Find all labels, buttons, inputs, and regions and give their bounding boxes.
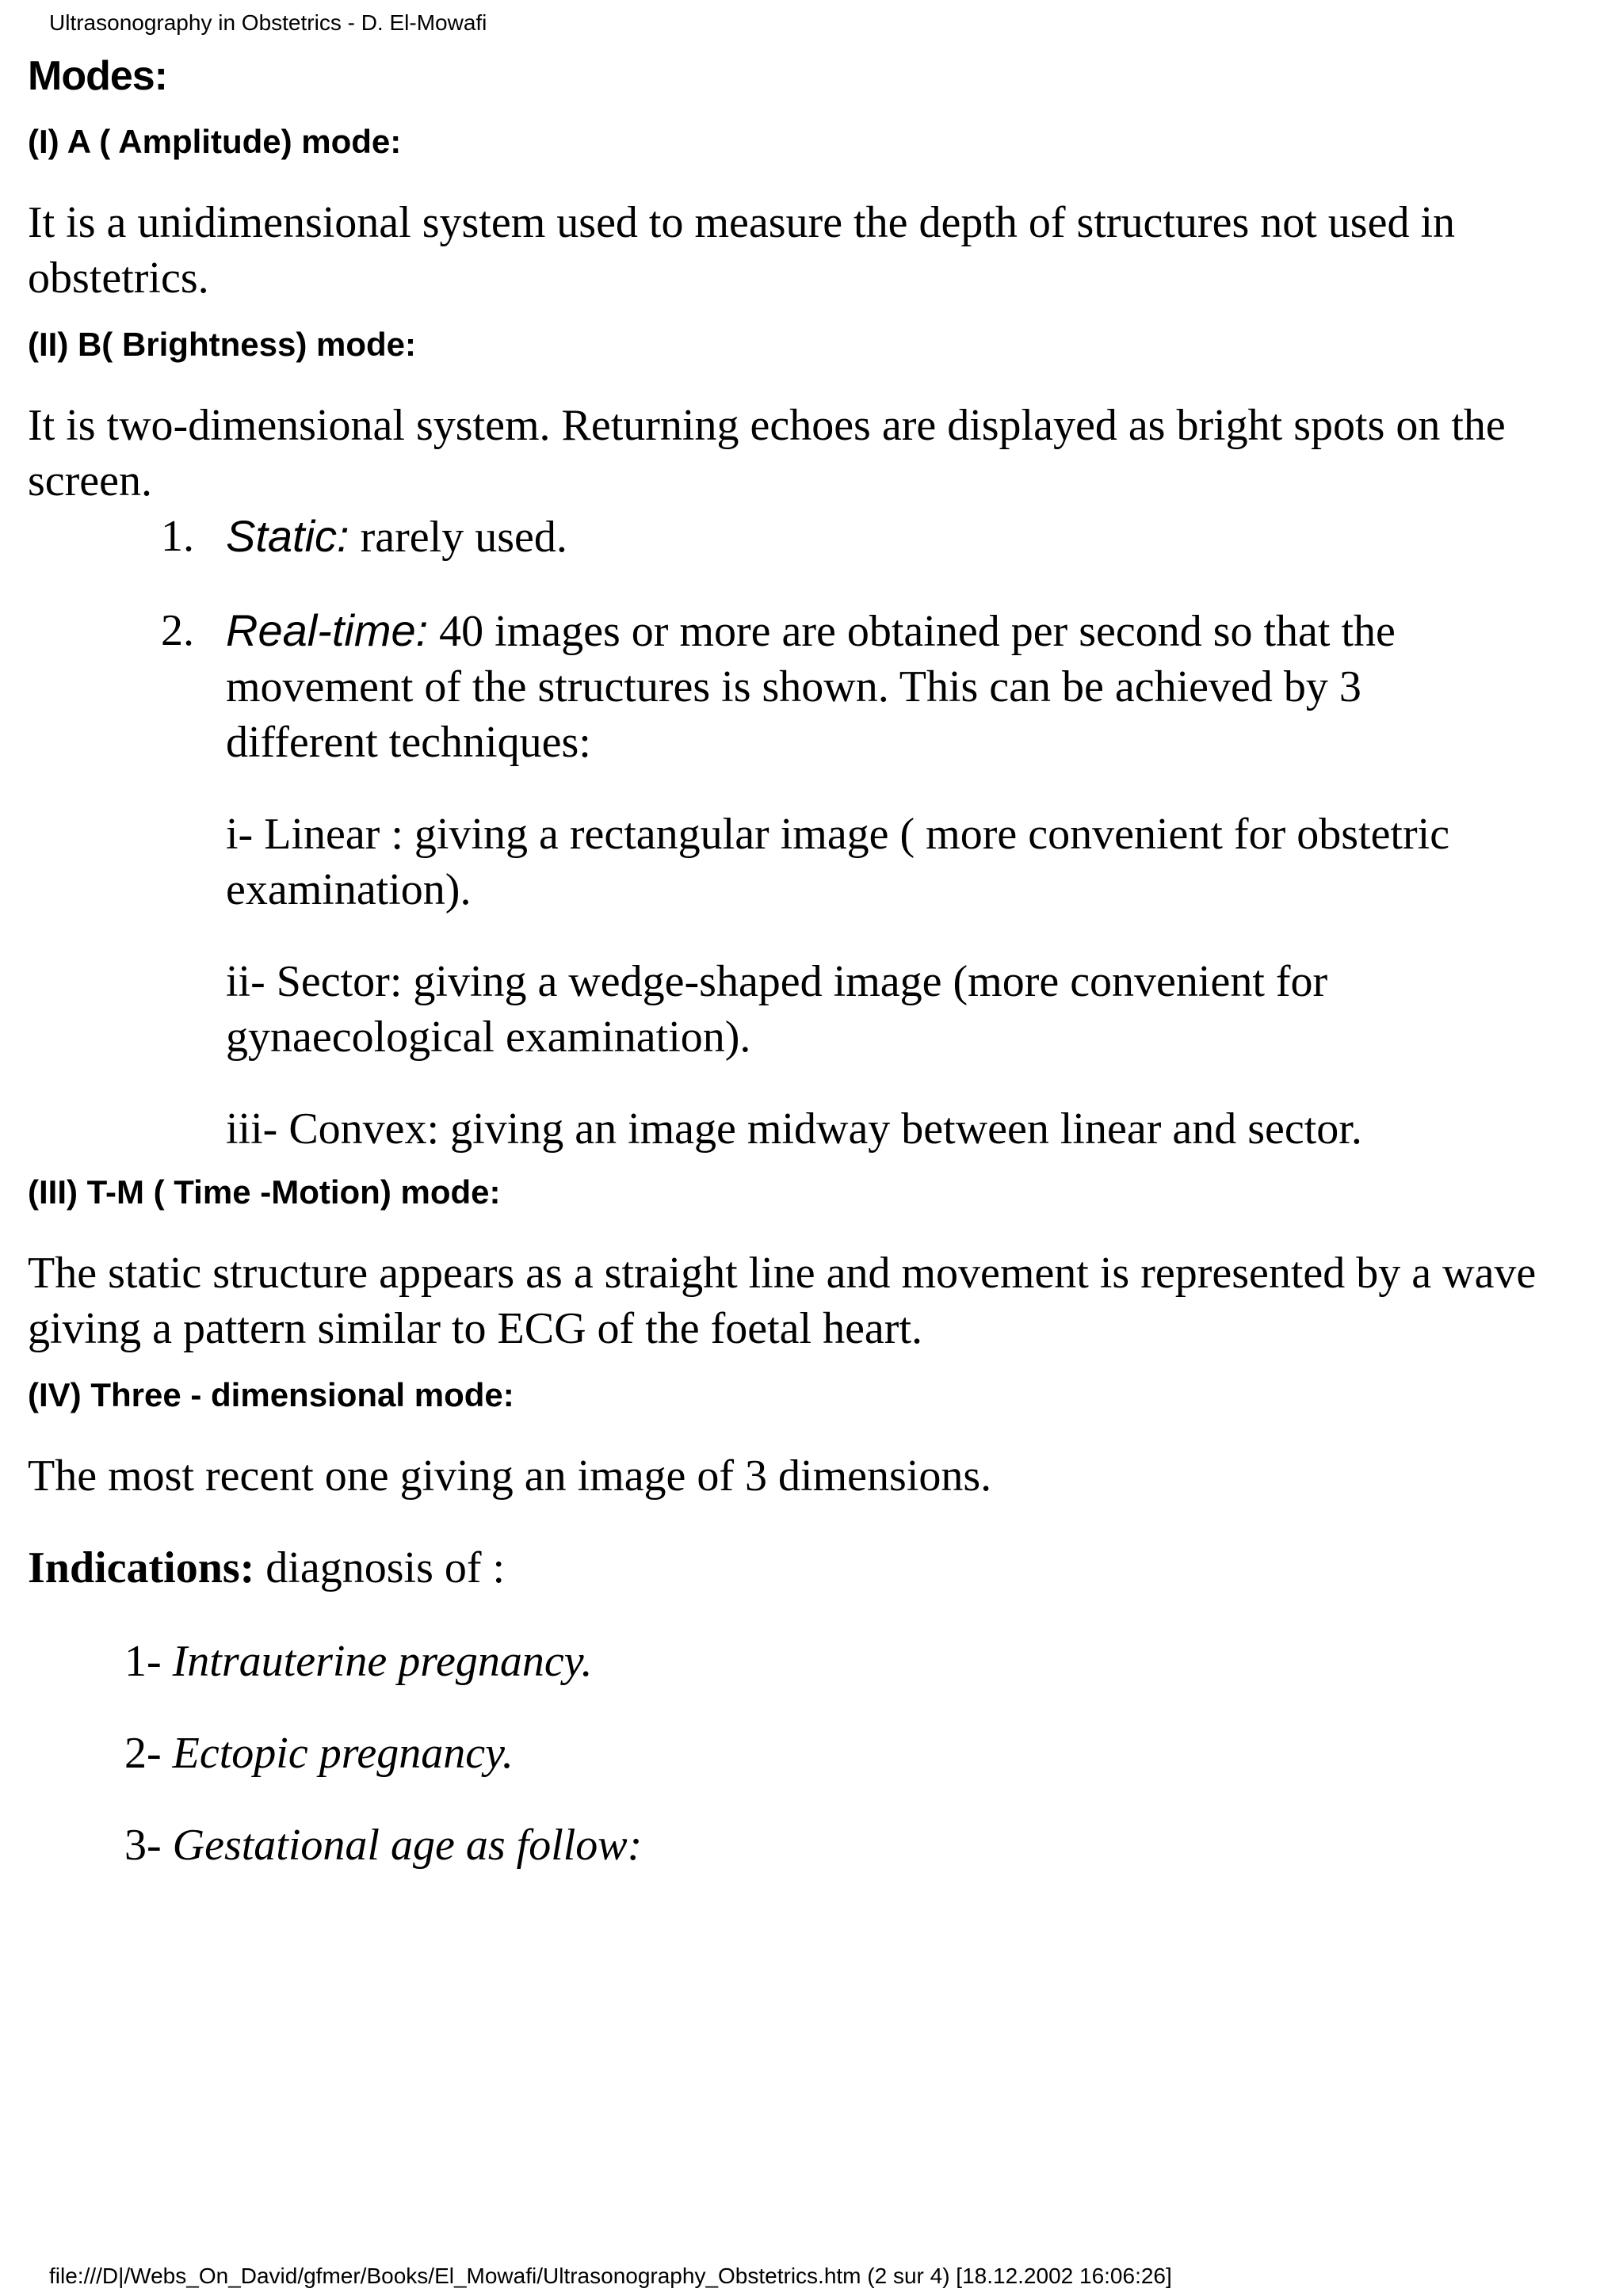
tm-mode-heading: (III) T-M ( Time -Motion) mode: [28, 1173, 501, 1211]
list-number: 1. [161, 512, 194, 561]
page-header: Ultrasonography in Obstetrics - D. El-Mowafi [49, 10, 487, 35]
document-content [28, 52, 1605, 1873]
indication-text: Ectopic pregnancy. [172, 1729, 514, 1778]
list-item [28, 1726, 1605, 1781]
real-time-text: 40 images or more are obtained per second so that the movement of the structures is shown. This can be achieved by 3 different techniques: [226, 607, 1396, 767]
three-d-mode-text: The most recent one giving an image of 3 dimensions. [28, 1451, 992, 1501]
modes-title: Modes: [28, 53, 167, 99]
real-time-label: Real-time: [226, 605, 429, 655]
indication-text: Gestational age as follow: [172, 1821, 643, 1870]
list-item-static [28, 509, 1494, 565]
a-mode-heading: (I) A ( Amplitude) mode: [28, 123, 402, 160]
technique-sector: ii- Sector: giving a wedge-shaped image (more convenient for gynaecological examination). [226, 957, 1328, 1062]
list-item [28, 1634, 1605, 1689]
b-mode-text: It is two-dimensional system. Returning echoes are displayed as bright spots on the screen. [28, 401, 1506, 505]
list-item-real-time [28, 603, 1494, 1157]
list-item [28, 1817, 1605, 1873]
page-footer-url: file:///D|/Webs_On_David/gfmer/Books/El_Mowafi/Ultrasonography_Obstetrics.htm (2 sur 4) [18.12.2002 16:06:26] [49, 2264, 1172, 2288]
technique-linear: i- Linear : giving a rectangular image ( more convenient for obstetric examination). [226, 810, 1450, 914]
indications-list [28, 1634, 1605, 1873]
static-label: Static: [226, 511, 349, 561]
a-mode-text: It is a unidimensional system used to measure the depth of structures not used in obstetrics. [28, 198, 1455, 303]
list-number: 2. [161, 606, 194, 655]
list-number: 1- [124, 1637, 173, 1686]
list-number: 3- [124, 1821, 173, 1870]
indications-paragraph [28, 1540, 1605, 1596]
b-mode-list [28, 509, 1605, 1157]
three-d-mode-heading: (IV) Three - dimensional mode: [28, 1376, 514, 1413]
b-mode-heading: (II) B( Brightness) mode: [28, 326, 416, 363]
tm-mode-text: The static structure appears as a straight line and movement is represented by a wave giving a pattern similar to ECG of the foetal heart. [28, 1249, 1537, 1353]
list-number: 2- [124, 1729, 173, 1778]
indications-text: diagnosis of : [254, 1543, 506, 1592]
indications-label: Indications: [28, 1543, 255, 1592]
static-text: rarely used. [349, 513, 567, 562]
technique-convex: iii- Convex: giving an image midway between linear and sector. [226, 1104, 1362, 1154]
indication-text: Intrauterine pregnancy. [172, 1637, 593, 1686]
